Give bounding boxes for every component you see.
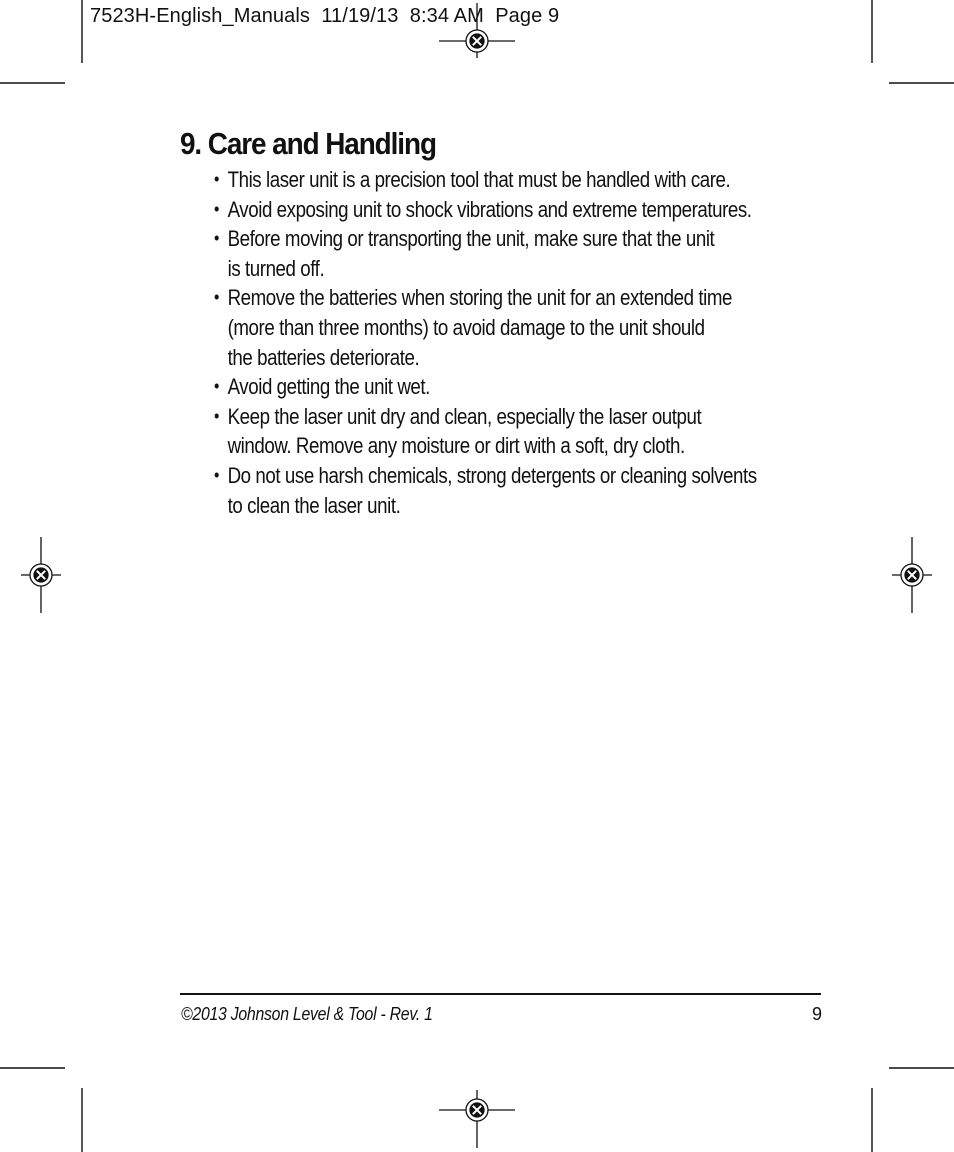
registration-mark-right-icon: [892, 537, 932, 613]
bullet-text-avoid-wet: • Avoid getting the unit wet.: [227, 374, 430, 400]
bullet-item-no-harsh-chemicals: [214, 461, 767, 520]
section-title: 9. Care and Handling: [180, 126, 436, 161]
bullet-item-turn-off: [214, 224, 767, 283]
page-number: 9: [811, 1004, 822, 1024]
bullet-item-avoid-wet: [214, 372, 767, 402]
print-slug: 7523H-English_Manuals 11/19/13 8:34 AM Page 9: [90, 5, 560, 27]
care-handling-bullet-list: [214, 165, 864, 520]
bullet-text-remove-batteries: • Remove the batteries when storing the unit for an extended time (more than three months) to avoid damage to the unit should the batteries deteriorate.: [227, 285, 733, 370]
bullet-item-remove-batteries: [214, 283, 767, 372]
bullet-item-avoid-shock: [214, 195, 767, 225]
registration-mark-bottom-icon: [439, 1090, 515, 1148]
registration-mark-left-icon: [21, 537, 61, 613]
bullet-text-precision-tool: • This laser unit is a precision tool that must be handled with care.: [227, 167, 731, 192]
bullet-text-no-harsh-chemicals: • Do not use harsh chemicals, strong detergents or cleaning solvents to clean the laser unit.: [227, 462, 757, 518]
bullet-text-avoid-shock: • Avoid exposing unit to shock vibrations and extreme temperatures.: [227, 196, 752, 222]
footer-rule: [180, 993, 821, 995]
footer-copyright: ©2013 Johnson Level & Tool - Rev. 1: [181, 1004, 433, 1024]
bullet-text-dry-clean: • Keep the laser unit dry and clean, especially the laser output window. Remove any moisture or dirt with a soft, dry cloth.: [227, 403, 702, 459]
bullet-text-turn-off: • Before moving or transporting the unit, make sure that the unit is turned off.: [227, 226, 715, 281]
bullet-item-precision-tool: [214, 165, 767, 195]
bullet-item-dry-clean: [214, 402, 767, 461]
